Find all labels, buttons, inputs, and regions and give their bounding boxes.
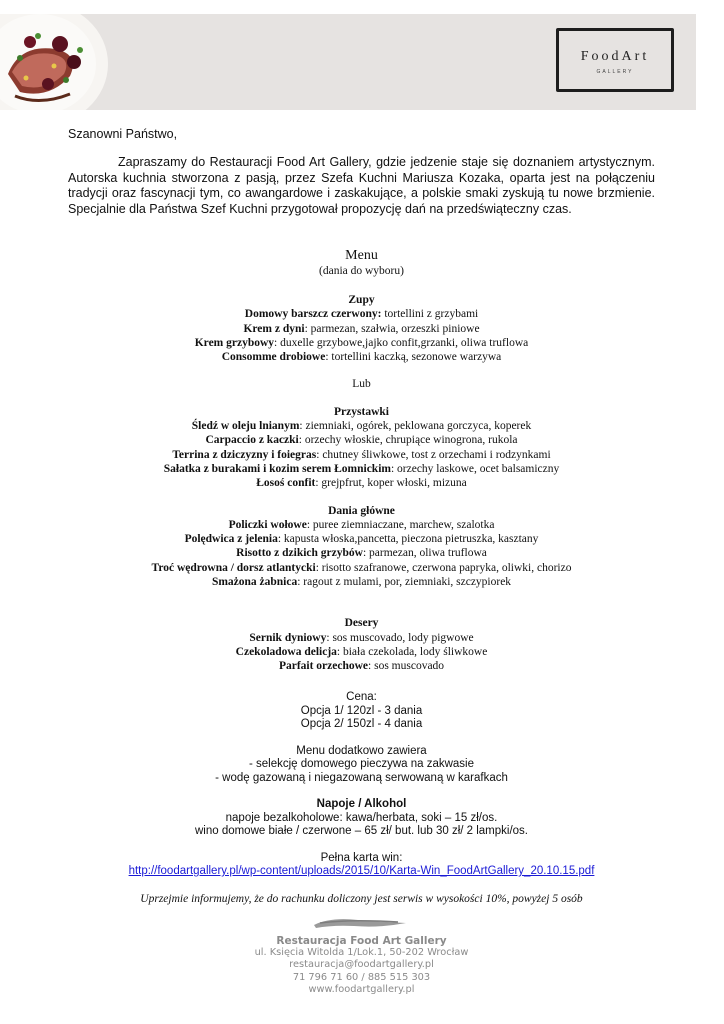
menu-item [40,561,683,575]
service-charge-notice: Uprzejmie informujemy, że do rachunku doliczony jest serwis w wysokości 10%, powyżej 5 osób [140,893,583,905]
dish-description: : kapusta włoska,pancetta, pieczona pietruszka, kasztany [277,533,539,546]
section-title-desserts: Desery [344,617,379,630]
dish-name: Troć wędrowna / dorsz atlantycki [151,561,316,574]
dish-name: Sernik dyniowy [249,631,327,644]
menu-item [40,350,683,364]
footer-address: ul. Księcia Witolda 1/Lok.1, 50-202 Wrocław [254,947,469,959]
drinks-line: napoje bezalkoholowe: kawa/herbata, soki – 15 zł/os. [225,811,498,824]
drinks-heading: Napoje / Alkohol [316,798,407,810]
menu-item [40,575,683,589]
extras-line: - selekcję domowego pieczywa na zakwasie [249,758,474,770]
menu-item [40,462,683,476]
drinks-line: wino domowe białe / czerwone – 65 zł/ but. lub 30 zł/ 2 lampki/os. [194,825,529,837]
dish-name: Carpaccio z kaczki [205,434,299,447]
dish-name: Domowy barszcz czerwony: [244,308,382,321]
dish-description: : parmezan, oliwa truflowa [362,547,487,560]
dish-name: Krem grzybowy [194,336,275,349]
footer [40,935,683,996]
extras-heading: Menu dodatkowo zawiera [296,744,427,757]
menu-item [40,448,683,462]
dish-name: Policzki wołowe [228,518,307,531]
dish-name: Consomme drobiowe [221,351,326,364]
letter-intro: Zapraszamy do Restauracji Food Art Gallery, gdzie jedzenie staje się doznaniem artystycznym. Autorska kuchnia stworzona z pasją, przez Szefa Kuchni Mariusza Kozaka, oparta jest na połączeniu tradycji oraz fascynacji tym, co awangardowe i zaskakujące, a polskie smaki zyskują tu nowe brzmienie. Specjalnie dla Państwa Szef Kuchni przygotował propozycję dań na przedświąteczny czas. [68,155,655,216]
menu-item [40,433,683,447]
footer-phone: 71 796 71 60 / 885 515 303 [292,971,431,983]
menu-item [40,419,683,433]
dish-description: : orzechy włoskie, chrupiące winogrona, rukola [298,434,518,447]
letter-greeting: Szanowni Państwo, [68,127,178,141]
dish-description: : risotto szafranowe, czerwona papryka, oliwki, chorizo [315,561,572,574]
menu-title: Menu [345,248,378,263]
dish-description: : parmezan, szałwia, orzeszki piniowe [304,322,480,335]
menu-item [40,336,683,350]
dish-description: : biała czekolada, lody śliwkowe [336,645,488,658]
dish-name: Krem z dyni [243,322,305,335]
dish-name: Parfait orzechowe [278,660,369,673]
menu-item [40,518,683,532]
dish-name: Śledź w oleju lnianym [191,420,300,433]
price-option-2: Opcja 2/ 150zl - 4 dania [300,718,423,730]
dish-description: : duxelle grzybowe,jajko confit,grzanki, oliwa truflowa [274,336,529,349]
dish-name: Sałatka z burakami i kozim serem Łomnickim [163,462,391,475]
dish-name: Czekoladowa delicja [235,645,337,658]
footer-email[interactable]: restauracja@foodartgallery.pl [289,959,434,971]
menu-item [40,659,683,673]
dish-description: : sos muscovado [368,660,445,673]
dish-description: : grejpfrut, koper włoski, mizuna [315,477,467,490]
menu-item [40,645,683,659]
brush-stroke-decoration [310,914,410,932]
menu-item [40,476,683,490]
footer-restaurant-name: Restauracja Food Art Gallery [276,935,447,947]
menu-item [40,307,683,321]
dish-name: Polędwica z jelenia [184,533,278,546]
extras-line: - wodę gazowaną i niegazowaną serwowaną w karafkach [215,771,508,784]
price-option-1: Opcja 1/ 120zl - 3 dania [300,704,423,717]
price-label: Cena: [346,691,377,703]
dish-description: : orzechy laskowe, ocet balsamiczny [390,462,560,475]
dish-description: : puree ziemniaczane, marchew, szalotka [306,518,495,531]
dish-name: Łosoś confit [256,477,316,490]
section-title-soups: Zupy [348,294,375,306]
dish-description: : ragout z mulami, por, ziemniaki, szczypiorek [297,576,512,589]
or-separator: Lub [352,378,371,391]
footer-website[interactable]: www.foodartgallery.pl [308,983,415,995]
dish-name: Terrina z dziczyzny i foiegras [172,448,317,461]
dish-description: : sos muscovado, lody pigwowe [326,631,474,644]
dish-description: : ziemniaki, ogórek, peklowana gorczyca, koperek [299,420,532,433]
wine-list-link[interactable]: http://foodartgallery.pl/wp-content/uploads/2015/10/Karta-Win_FoodArtGallery_20.10.15.pdf [128,865,595,877]
wine-list-label: Pełna karta win: [320,851,403,864]
info-block [40,691,683,879]
menu-item [40,322,683,336]
menu-subtitle: (dania do wyboru) [319,265,404,277]
dish-description: tortellini z grzybami [381,308,479,321]
section-title-mains: Dania główne [328,504,395,517]
foodart-logo [556,28,674,92]
dish-photo [0,14,110,110]
menu-item [40,546,683,560]
menu-item [40,631,683,645]
logo-title: FoodArt [580,49,650,64]
dish-description: : chutney śliwkowe, tost z orzechami i rodzynkami [316,448,551,461]
dish-name: Smażona żabnica [211,576,298,589]
logo-subtitle: GALLERY [596,69,634,75]
menu-item [40,532,683,546]
dish-name: Risotto z dzikich grzybów [236,547,363,560]
section-title-starters: Przystawki [334,405,389,418]
dish-photo-graphic [0,14,110,110]
dish-description: : tortellini kaczką, sezonowe warzywa [325,351,502,364]
menu-block [40,248,683,674]
